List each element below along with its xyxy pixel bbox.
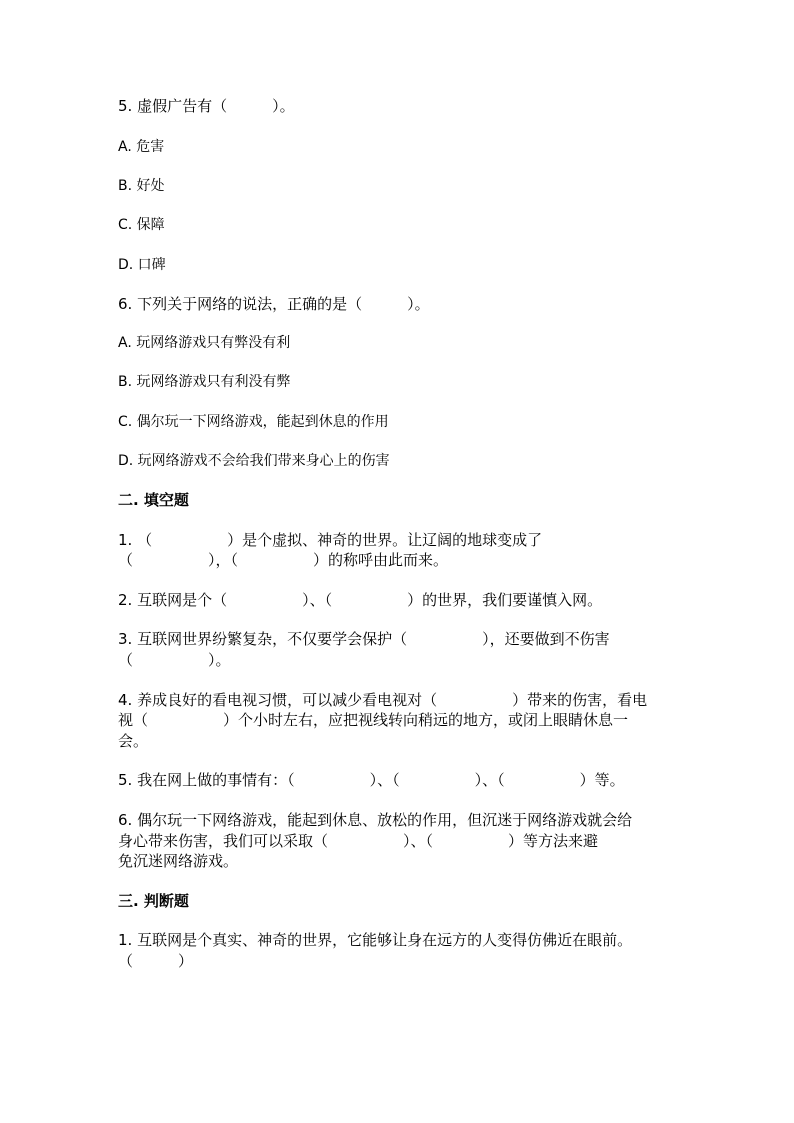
fill-2-line-1: 2. 互联网是个（ ）、（ ）的世界，我们要谨慎入网。 xyxy=(118,591,603,609)
q6-option-d: D. 玩网络游戏不会给我们带来身心上的伤害 xyxy=(118,453,390,469)
fill-3-line-1: 3. 互联网世界纷繁复杂，不仅要学会保护（ ），还要做到不伤害 xyxy=(118,630,610,648)
q6-option-b: B. 玩网络游戏只有利没有弊 xyxy=(118,374,291,390)
fill-1-line-1: 1. （ ）是个虚拟、神奇的世界。让辽阔的地球变成了 xyxy=(118,531,543,549)
fill-1-line-2: （ ），（ ）的称呼由此而来。 xyxy=(118,551,449,569)
q5-option-b: B. 好处 xyxy=(118,178,165,194)
judge-1-line-2: （ ） xyxy=(118,952,194,970)
q6-option-a: A. 玩网络游戏只有弊没有利 xyxy=(118,335,291,351)
fill-6-line-3: 免沉迷网络游戏。 xyxy=(118,852,239,870)
fill-6-line-2: 身心带来伤害，我们可以采取（ ）、（ ）等方法来避 xyxy=(118,832,599,850)
fill-4-line-2: 视（ ）个小时左右，应把视线转向稍远的地方，或闭上眼睛休息一 xyxy=(118,711,629,729)
fill-3-line-2: （ ）。 xyxy=(118,651,231,669)
section-2-title: 二. 填空题 xyxy=(118,491,189,509)
q5-option-a: A. 危害 xyxy=(118,139,165,155)
question-6-stem: 6. 下列关于网络的说法，正确的是（ ）。 xyxy=(118,295,430,313)
fill-6-line-1: 6. 偶尔玩一下网络游戏，能起到休息、放松的作用，但沉迷于网络游戏就会给 xyxy=(118,811,633,829)
question-5-stem: 5. 虚假广告有（ ）。 xyxy=(118,97,295,115)
fill-5-line-1: 5. 我在网上做的事情有：（ ）、（ ）、（ ）等。 xyxy=(118,771,625,789)
judge-1-line-1: 1. 互联网是个真实、神奇的世界，它能够让身在远方的人变得仿佛近在眼前。 xyxy=(118,931,633,949)
q6-option-c: C. 偶尔玩一下网络游戏，能起到休息的作用 xyxy=(118,414,389,430)
fill-4-line-3: 会。 xyxy=(118,732,149,750)
q5-option-c: C. 保障 xyxy=(118,217,165,233)
q5-option-d: D. 口碑 xyxy=(118,257,166,273)
fill-4-line-1: 4. 养成良好的看电视习惯，可以减少看电视对（ ）带来的伤害，看电 xyxy=(118,691,648,709)
section-3-title: 三. 判断题 xyxy=(118,892,189,910)
